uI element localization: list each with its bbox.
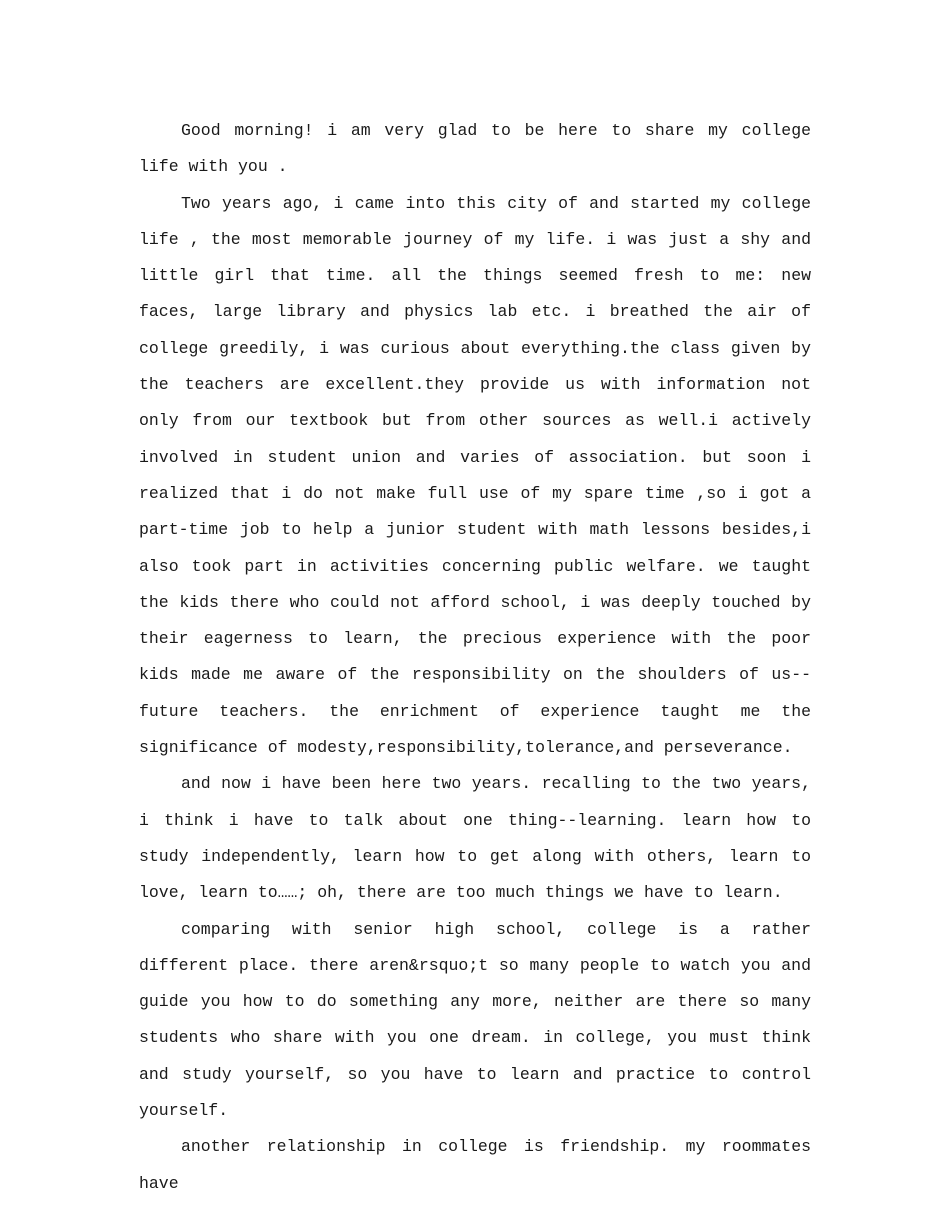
paragraph-greeting: Good morning! i am very glad to be here to share my college life with you . <box>139 121 811 177</box>
paragraph-two-years-ago: Two years ago, i came into this city of and started my college life , the most memorable journey of my life. i was just a shy and little girl that time. all the things seemed fresh to me: new faces, large library and physics lab etc. i breathed the air of college greedily, i was curious about everything.the class given by the teachers are excellent.they provide us with information not only from our textbook but from other sources as well.i actively involved in student union and varies of association. but soon i realized that i do not make full use of my spare time ,so i got a part-time job to help a junior student with math lessons besides,i also took part in activities concerning public welfare. we taught the kids there who could not afford school, i was deeply touched by their eagerness to learn, the precious experience with the poor kids made me aware of the responsibility on the shoulders of us--future teachers. the enrichment of experience taught me the significance of modesty,responsibility,tolerance,and perseverance. <box>139 193 811 758</box>
paragraph-senior-high-comparison: comparing with senior high school, college is a rather different place. there aren&rsquo;t so many people to watch you and guide you how to do something any more, neither are there so many students who share with you one dream. in college, you must think and study yourself, so you have to learn and practice to control yourself. <box>139 919 811 1121</box>
paragraph-learning: and now i have been here two years. recalling to the two years, i think i have to talk about one thing--learning. learn how to study independently, learn how to get along with others, learn to love, learn to……; oh, there are too much things we have to learn. <box>139 774 811 903</box>
document-body <box>139 113 811 1202</box>
paragraph-friendship: another relationship in college is friendship. my roommates have <box>139 1137 811 1193</box>
